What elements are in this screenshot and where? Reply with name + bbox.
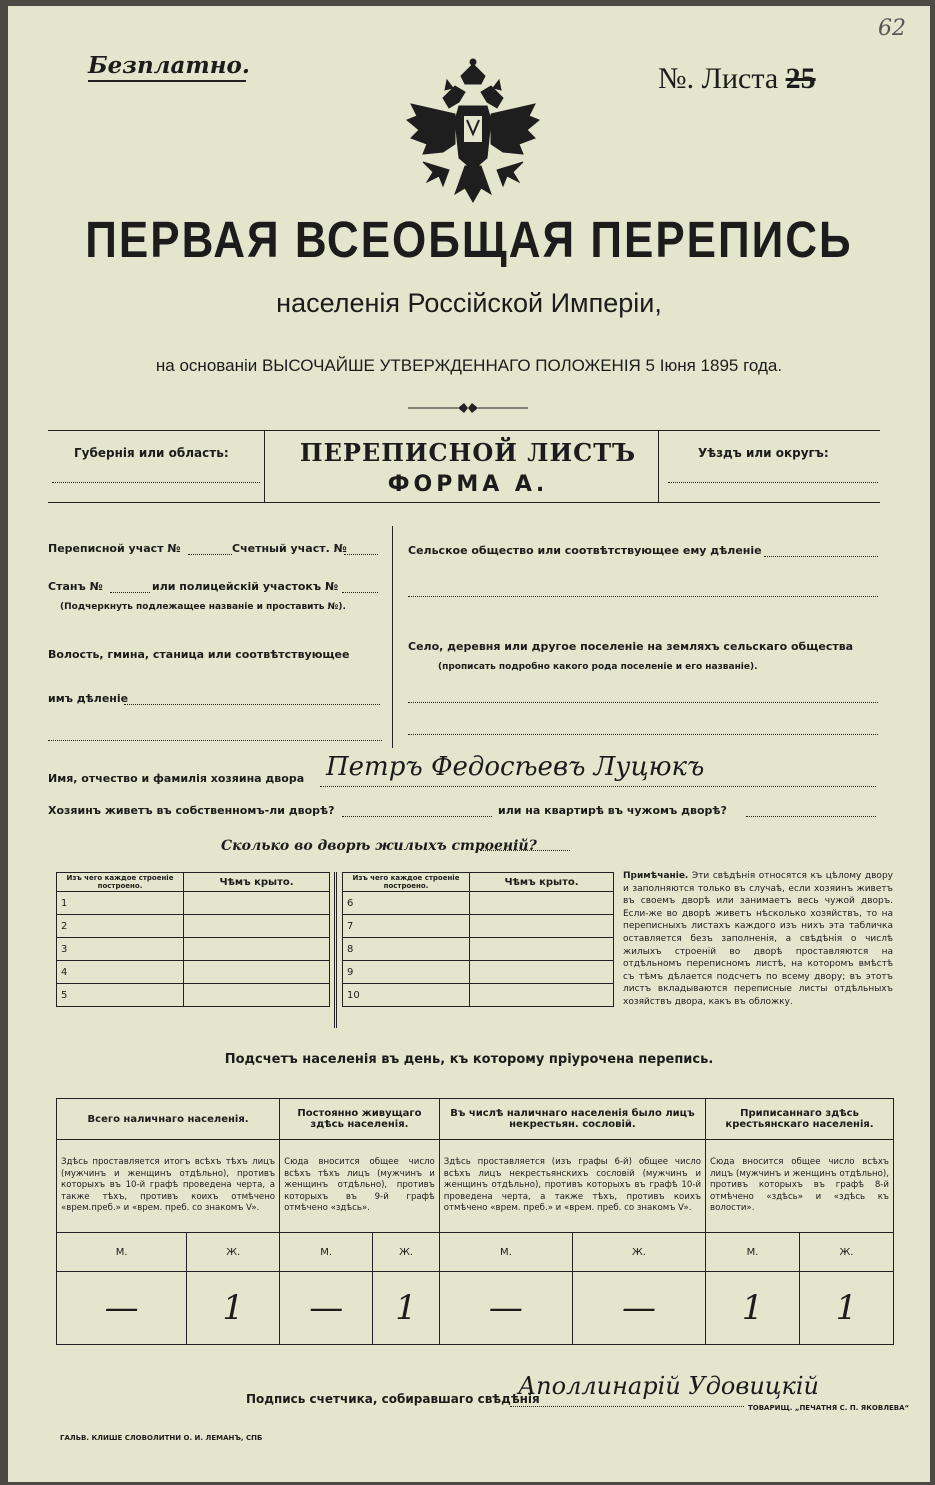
roof-cell[interactable]: [184, 961, 330, 984]
col2-male-value[interactable]: —: [280, 1272, 373, 1345]
page-subtitle: населенія Россійской Имперіи,: [276, 288, 662, 318]
roof-cell[interactable]: [470, 938, 614, 961]
col2-male-header: М.: [280, 1233, 373, 1272]
form-subtitle: ФОРМА А.: [387, 472, 549, 497]
roof-cell[interactable]: [184, 938, 330, 961]
row-number: 7: [343, 915, 470, 938]
rural-society-field-2[interactable]: [408, 596, 878, 597]
village-note: (прописать подробно какого рода поселеніе и его названіе).: [438, 662, 758, 672]
note-text: Эти свѣдѣнія относятся къ цѣлому двору и заполняются только въ случаѣ, если хозяинъ живетъ въ своемъ дворѣ или занимаетъ весь чужой дворъ. Если-же во дворѣ живетъ нѣсколько хозяйствъ, то на переписныхъ листахъ каждого изъ нихъ эта табличка оставляется безъ заполненія, а свѣдѣнія о числѣ жилыхъ строеній во дворѣ проставляются на отдѣльномъ переписномъ листѣ, на которомъ вмѣстѣ съ тѣмъ дѣлается подсчетъ по всему двору; въ этотъ листъ вкладываются переписные листы отдѣльныхъ хозяйствъ двора, какъ въ обложку.: [623, 871, 893, 1007]
village-field-2[interactable]: [408, 734, 878, 735]
district-field[interactable]: [188, 554, 232, 555]
province-field[interactable]: [52, 482, 260, 483]
form-title: ПЕРЕПИСНОЙ ЛИСТЪ: [299, 438, 637, 467]
free-label: Безплатно.: [88, 52, 250, 79]
pencil-page-number: 62: [878, 16, 906, 41]
col4-heading: Приписаннаго здѣсь крестьянскаго населенія.: [706, 1099, 894, 1140]
box-bottom-line: [48, 502, 880, 503]
col4-female-value[interactable]: 1: [799, 1272, 893, 1345]
col-roof-header: Чѣмъ крыто.: [470, 873, 614, 892]
rural-society-label: Сельское общество или соотвѣтствующее ему дѣленіе: [408, 544, 762, 557]
col1-female-value[interactable]: 1: [187, 1272, 280, 1345]
col4-male-value[interactable]: 1: [706, 1272, 800, 1345]
sheet-number-label: №. Листа: [658, 62, 779, 95]
tables-separator: [334, 872, 337, 1028]
buildings-table-left: [56, 872, 330, 1007]
double-headed-eagle-icon: [403, 58, 543, 208]
population-table: [56, 1098, 894, 1345]
count-district-field[interactable]: [344, 554, 378, 555]
own-yard-field[interactable]: [342, 816, 492, 817]
col3-description: Здѣсь проставляется (изъ графы 6-й) общее число всѣхъ лицъ некрестьянскихъ сословій (мужчинъ и женщинъ отдѣльно), противъ которыхъ въ графѣ 10-й проведена черта, а также тѣхъ, противъ коихъ отмѣчено «врем. преб.» и «врем. преб. со знакомъ V».: [439, 1140, 705, 1233]
village-field[interactable]: [408, 702, 878, 703]
col3-female-value[interactable]: —: [572, 1272, 705, 1345]
col1-heading: Всего наличнаго населенія.: [57, 1099, 280, 1140]
rented-label: или на квартирѣ въ чужомъ дворѣ?: [498, 804, 727, 817]
row-number: 2: [57, 915, 184, 938]
village-label: Село, деревня или другое поселеніе на земляхъ сельскаго общества: [408, 640, 854, 653]
row-number: 6: [343, 892, 470, 915]
col2-description: Сюда вносится общее число всѣхъ тѣхъ лицъ (мужчинъ и женщинъ отдѣльно), противъ которыхъ въ 9-й графѣ отмѣчено «здѣсь».: [280, 1140, 440, 1233]
signature-label: Подпись счетчика, собиравшаго свѣдѣнія: [246, 1392, 540, 1406]
roof-cell[interactable]: [184, 915, 330, 938]
signature-value[interactable]: Аполлинарій Удовицкій: [518, 1372, 819, 1400]
col4-female-header: Ж.: [799, 1233, 893, 1272]
col2-heading: Постоянно живущаго здѣсь населенія.: [280, 1099, 440, 1140]
rented-field[interactable]: [746, 816, 876, 817]
camp-field[interactable]: [110, 592, 150, 593]
col3-male-value[interactable]: —: [439, 1272, 572, 1345]
col-roof-header: Чѣмъ крыто.: [184, 873, 330, 892]
owner-name-label: Имя, отчество и фамилія хозяина двора: [48, 772, 305, 785]
own-yard-label: Хозяинъ живетъ въ собственномъ-ли дворѣ?: [48, 804, 335, 817]
box-divider-left: [264, 430, 265, 502]
col-from-header: Изъ чего каждое строеніе построено.: [343, 873, 470, 892]
uezd-field[interactable]: [668, 482, 878, 483]
roof-cell[interactable]: [470, 961, 614, 984]
ornament-divider-icon: [408, 402, 528, 414]
buildings-question: Сколько во дворѣ жилыхъ строеній?: [221, 838, 537, 854]
division-field-2[interactable]: [48, 740, 382, 741]
volost-label: Волость, гмина, станица или соотвѣтствующее: [48, 648, 350, 661]
row-number: 3: [57, 938, 184, 961]
province-label: Губернія или область:: [74, 446, 229, 460]
printer-mark-left: ГАЛЬВ. КЛИШЕ СЛОВОЛИТНИ О. И. ЛЕМАНЪ, СПБ: [60, 1434, 263, 1442]
owner-name-line: [320, 786, 876, 787]
col1-female-header: Ж.: [187, 1233, 280, 1272]
roof-cell[interactable]: [470, 915, 614, 938]
col-from-header: Изъ чего каждое строеніе построено.: [57, 873, 184, 892]
roof-cell[interactable]: [184, 892, 330, 915]
row-number: 8: [343, 938, 470, 961]
signature-line: [510, 1406, 744, 1407]
district-label: Переписной участ №: [48, 542, 181, 555]
col1-male-value[interactable]: —: [57, 1272, 187, 1345]
note-block: [623, 870, 893, 1009]
sheet-number-value: 25: [785, 62, 816, 95]
uezd-label: Уѣздъ или округъ:: [698, 446, 829, 460]
buildings-field[interactable]: [480, 850, 570, 851]
census-sheet: [8, 6, 930, 1482]
row-number: 4: [57, 961, 184, 984]
col3-female-header: Ж.: [572, 1233, 705, 1272]
row-number: 9: [343, 961, 470, 984]
fields-column-divider: [392, 526, 393, 748]
col4-description: Сюда вносится общее число всѣхъ лицъ (мужчинъ и женщинъ отдѣльно), противъ которыхъ въ графѣ 8-й отмѣчено «здѣсь» и «здѣсь къ волости».: [706, 1140, 894, 1233]
roof-cell[interactable]: [470, 892, 614, 915]
col1-male-header: М.: [57, 1233, 187, 1272]
row-number: 10: [343, 984, 470, 1007]
row-number: 1: [57, 892, 184, 915]
row-number: 5: [57, 984, 184, 1007]
owner-name-value[interactable]: Петръ Федосѣевъ Луцюкъ: [326, 752, 705, 782]
col3-male-header: М.: [439, 1233, 572, 1272]
underline-note: (Подчеркнуть подлежащее названіе и проставить №).: [60, 602, 346, 612]
col4-male-header: М.: [706, 1233, 800, 1272]
count-district-label: Счетный участ. №: [232, 542, 347, 555]
page-title: ПЕРВАЯ ВСЕОБЩАЯ ПЕРЕПИСЬ: [85, 212, 853, 269]
roof-cell[interactable]: [184, 984, 330, 1007]
printer-mark-right: ТОВАРИЩ. „ПЕЧАТНЯ С. П. ЯКОВЛЕВА“: [748, 1404, 910, 1412]
division-field[interactable]: [124, 704, 380, 705]
division-label: имъ дѣленіе: [48, 692, 129, 705]
camp-label: Станъ №: [48, 580, 103, 593]
rural-society-field[interactable]: [764, 556, 878, 557]
buildings-table-right: [342, 872, 614, 1007]
note-heading: Примѣчаніе.: [623, 871, 689, 881]
col2-female-header: Ж.: [373, 1233, 439, 1272]
col2-female-value[interactable]: 1: [373, 1272, 439, 1345]
sheet-number: [658, 62, 816, 96]
legal-basis: на основаніи ВЫСОЧАЙШЕ УТВЕРЖДЕННАГО ПОЛОЖЕНІЯ 5 Іюня 1895 года.: [155, 356, 783, 375]
police-field[interactable]: [342, 592, 378, 593]
col1-description: Здѣсь проставляется итогъ всѣхъ тѣхъ лицъ (мужчинъ и женщинъ отдѣльно), противъ которыхъ въ 10-й графѣ проведена черта, а также тѣхъ, противъ коихъ отмѣчено «врем.преб.» и «врем. преб. со знакомъ V».: [57, 1140, 280, 1233]
population-title: Подсчетъ населенія въ день, къ которому пріурочена перепись.: [224, 1052, 714, 1067]
free-underline: [88, 80, 246, 82]
police-label: или полицейскій участокъ №: [152, 580, 339, 593]
box-top-line: [48, 430, 880, 431]
roof-cell[interactable]: [470, 984, 614, 1007]
col3-heading: Въ числѣ наличнаго населенія было лицъ некрестьян. сословій.: [439, 1099, 705, 1140]
